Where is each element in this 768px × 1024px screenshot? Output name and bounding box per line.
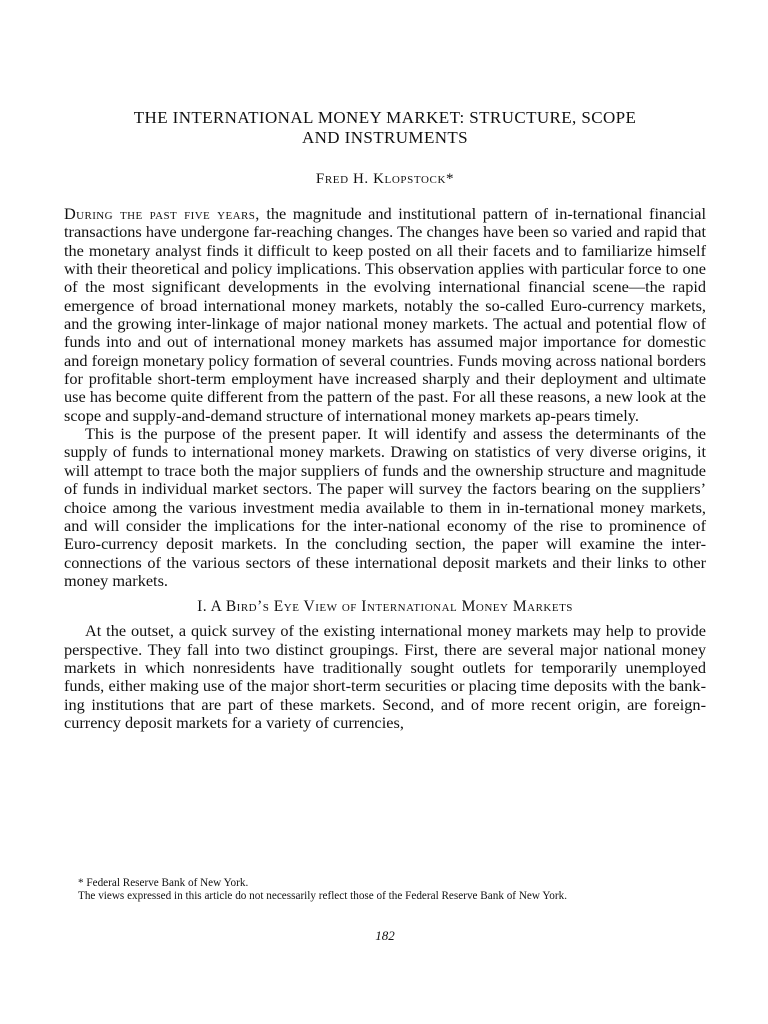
article-author: Fred H. Klopstock*: [315, 171, 455, 187]
paragraph-2: This is the purpose of the present paper. It will identify and assess the determinants of the supply of funds to international money markets. Drawing on statistics of very diverse origins, it will attempt to trace both the major suppliers of funds and the ownership structure and magnitude of funds in individual market sectors. The paper will survey the factors bearing on the suppliers’ choice among the various investment media available to them in in-ternational money markets, and will consider the implications for the inter-national economy of the rise to prominence of Euro-currency deposit markets. In the concluding section, the paper will examine the inter-connections of the various sectors of these international deposit markets and their links to other money markets.: [64, 424, 706, 590]
footnote-affiliation: * Federal Reserve Bank of New York.: [78, 877, 249, 889]
paragraph-3: At the outset, a quick survey of the existing international money markets may help to provide perspective. They fall into two distinct groupings. First, there are several major national money markets in which nonresidents have traditionally sought outlets for temporarily unemployed funds, either making use of the major short-term securities or placing time deposits with the bank-ing institutions that are part of these markets. Second, and of more recent origin, are foreign-currency deposit markets for a variety of currencies,: [64, 621, 706, 732]
article-title-line2: AND INSTRUMENTS: [301, 128, 469, 147]
article-title: [64, 108, 706, 148]
paragraph-1-lead: During the past five years,: [64, 204, 260, 223]
article-body: [64, 205, 706, 732]
article-title-line1: THE INTERNATIONAL MONEY MARKET: STRUCTURE, SCOPE: [133, 108, 637, 127]
footnotes: [64, 877, 706, 903]
section-heading: I. A Bird’s Eye View of International Money Markets: [197, 598, 573, 616]
page-number: 182: [375, 928, 395, 943]
paragraph-1-text: the magnitude and institutional pattern of in-ternational financial transactions have undergone far-reaching changes. The changes have been so varied and rapid that the monetary analyst finds it difficult to keep posted on all their facets and to familiarize himself with their theoretical and policy implications. This observation applies with particular force to one of the most significant developments in the evolving international financial scene—the rapid emergence of broad international money markets, notably the so-called Euro-currency markets, and the growing inter-linkage of major national money markets. The actual and potential flow of funds into and out of international money markets has assumed major importance for domestic and foreign monetary policy formation of several countries. Funds moving across national borders for profitable short-term employment have increased sharply and their deployment and ultimate use has become quite different from the pattern of the past. For all these reasons, a new look at the scope and supply-and-demand structure of international money markets ap-pears timely.: [64, 204, 706, 425]
footnote-disclaimer: The views expressed in this article do not necessarily reflect those of the Federal Reserve Bank of New York.: [78, 890, 567, 902]
paragraph-1: [64, 205, 706, 425]
